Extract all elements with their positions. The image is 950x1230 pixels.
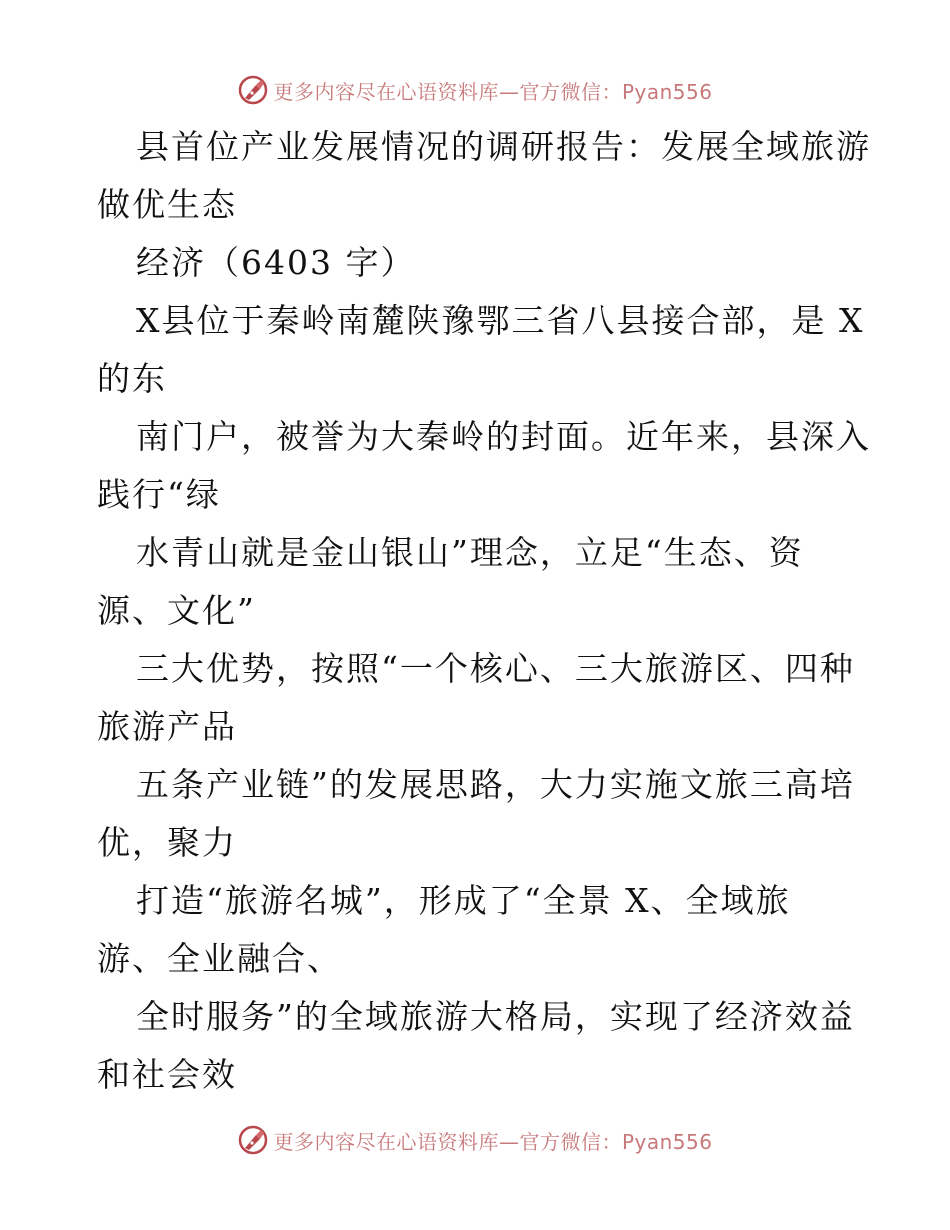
paragraph-line: 水青山就是金山银山”理念，立足“生态、资: [136, 533, 804, 572]
footer-watermark-banner: [0, 1120, 950, 1160]
header-watermark-banner: [0, 70, 950, 110]
paragraph-line: X县位于秦岭南麓陕豫鄂三省八县接合部，是 X: [136, 301, 865, 340]
paragraph-line: 经济（6403 字）: [136, 243, 416, 282]
paragraph-line: 践行“绿: [97, 475, 221, 514]
pen-nib-logo-icon: [237, 1124, 269, 1156]
paragraph-line: 五条产业链”的发展思路，大力实施文旅三高培: [136, 765, 855, 804]
paragraph-line: 游、全业融合、: [97, 939, 342, 978]
paragraph-line: 南门户，被誉为大秦岭的封面。近年来，县深入: [136, 417, 871, 456]
paragraph-line: 优，聚力: [97, 823, 237, 862]
paragraph-line: 做优生态: [97, 185, 237, 224]
paragraph-line: 和社会效: [97, 1055, 237, 1094]
paragraph-line: 的东: [97, 359, 167, 398]
document-body: [97, 118, 871, 1104]
paragraph-line: 三大优势，按照“一个核心、三大旅游区、四种: [136, 649, 855, 688]
paragraph-line: 旅游产品: [97, 707, 237, 746]
paragraph-line: 源、文化”: [97, 591, 256, 630]
paragraph-line: 全时服务”的全域旅游大格局，实现了经济效益: [136, 997, 855, 1036]
paragraph-line: 打造“旅游名城”，形成了“全景 X、全域旅: [136, 881, 791, 920]
watermark-text: 更多内容尽在心语资料库—官方微信：Pyan556: [273, 79, 713, 104]
watermark-text: 更多内容尽在心语资料库—官方微信：Pyan556: [273, 1129, 713, 1154]
paragraph-line: 县首位产业发展情况的调研报告：发展全域旅游: [136, 127, 871, 166]
pen-nib-logo-icon: [237, 74, 269, 106]
